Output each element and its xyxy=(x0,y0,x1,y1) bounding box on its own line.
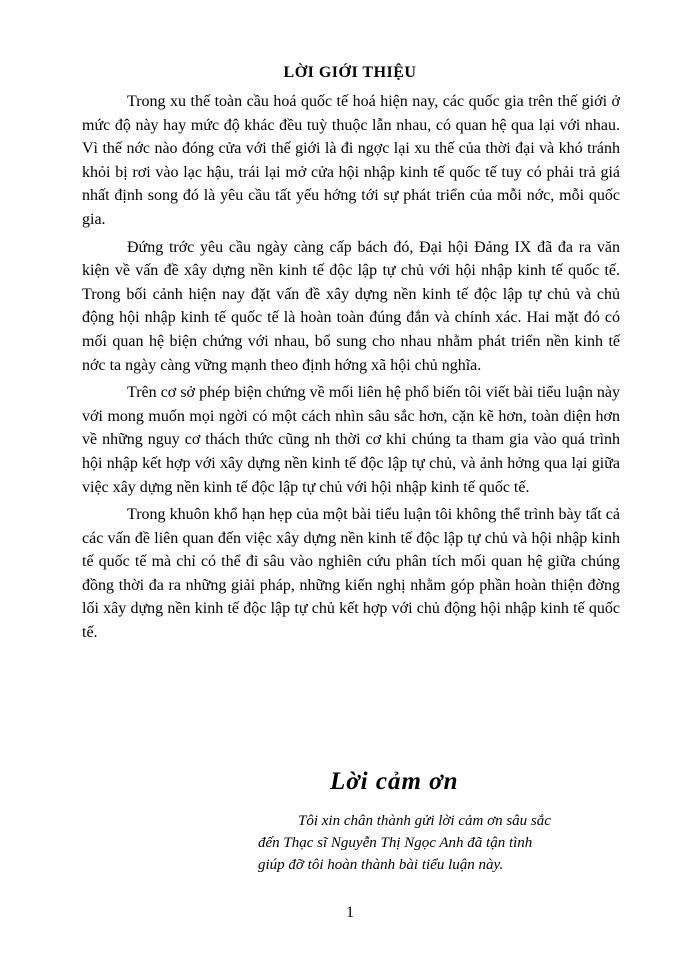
thanks-heading: Lời cảm ơn xyxy=(330,768,459,795)
paragraph-4: Trong khuôn khổ hạn hẹp của một bài tiểu luận tôi không thể trình bày tất cả các vấn đề liên quan đến việc xây dựng nền kinh tế độc lập tự chủ và hội nhập kinh tế quốc tế mà chỉ có thể đi sâu vào nghiên cứu phân tích mối quan hệ giữa chúng đồng thời đa ra những giải pháp, những kiến nghị nhằm góp phần hoàn thiện đờng lối xây dựng nền kinh tế độc lập tự chủ kết hợp với chủ động hội nhập kinh tế quốc tế. xyxy=(82,506,620,642)
page-number: 1 xyxy=(346,904,354,921)
paragraph-3: Trên cơ sở phép biện chứng về mối liên hệ phổ biến tôi viết bài tiểu luận này với mong muốn mọi ngời có một cách nhìn sâu sắc hơn, cặn kẽ hơn, toàn diện hơn về những nguy cơ thách thức cũng nh thời cơ khi chúng ta tham gia vào quá trình hội nhập kết hợp với xây dựng nền kinh tế độc lập tự chủ, và ảnh hởng qua lại giữa việc xây dựng nền kinh tế độc lập tự chủ với hội nhập kinh tế quốc tế. xyxy=(82,384,620,496)
paragraph-2: Đứng trớc yêu cầu ngày càng cấp bách đó, Đại hội Đảng IX đã đa ra văn kiện về vấn đề xây dựng nền kinh tế độc lập tự chủ với hội nhập kinh tế quốc tế. Trong bối cảnh hiện nay đặt vấn đề xây dựng nền kinh tế độc lập tự chủ và chủ động hội nhập kinh tế quốc tế là hoàn toàn đúng đắn và chính xác. Hai mặt đó có mối quan hệ biện chứng với nhau, bổ sung cho nhau nhằm phát triển nền kinh tế nớc ta ngày càng vững mạnh theo định hớng xã hội chủ nghĩa. xyxy=(82,238,620,374)
introduction-body xyxy=(82,90,620,649)
document-title: LỜI GIỚI THIỆU xyxy=(283,64,417,81)
paragraph-1: Trong xu thế toàn cầu hoá quốc tế hoá hiện nay, các quốc gia trên thế giới ở mức độ này hay mức độ khác đều tuỳ thuộc lẫn nhau, có quan hệ qua lại với nhau. Vì thế nớc nào đóng cửa với thế giới là đi ngợc lại xu thế của thời đại và khó tránh khỏi bị rơi vào lạc hậu, trái lại mở cửa hội nhập kinh tế quốc tế tuy có phải trả giá nhất định song đó là yêu cầu tất yếu hớng tới sự phát triển của mỗi nớc, mỗi quốc gia. xyxy=(82,93,620,228)
thanks-section xyxy=(258,810,558,876)
thanks-text: Tôi xin chân thành gửi lời cảm ơn sâu sắc đến Thạc sĩ Nguyễn Thị Ngọc Anh đã tận tình giúp đỡ tôi hoàn thành bài tiểu luận này. xyxy=(258,813,551,873)
